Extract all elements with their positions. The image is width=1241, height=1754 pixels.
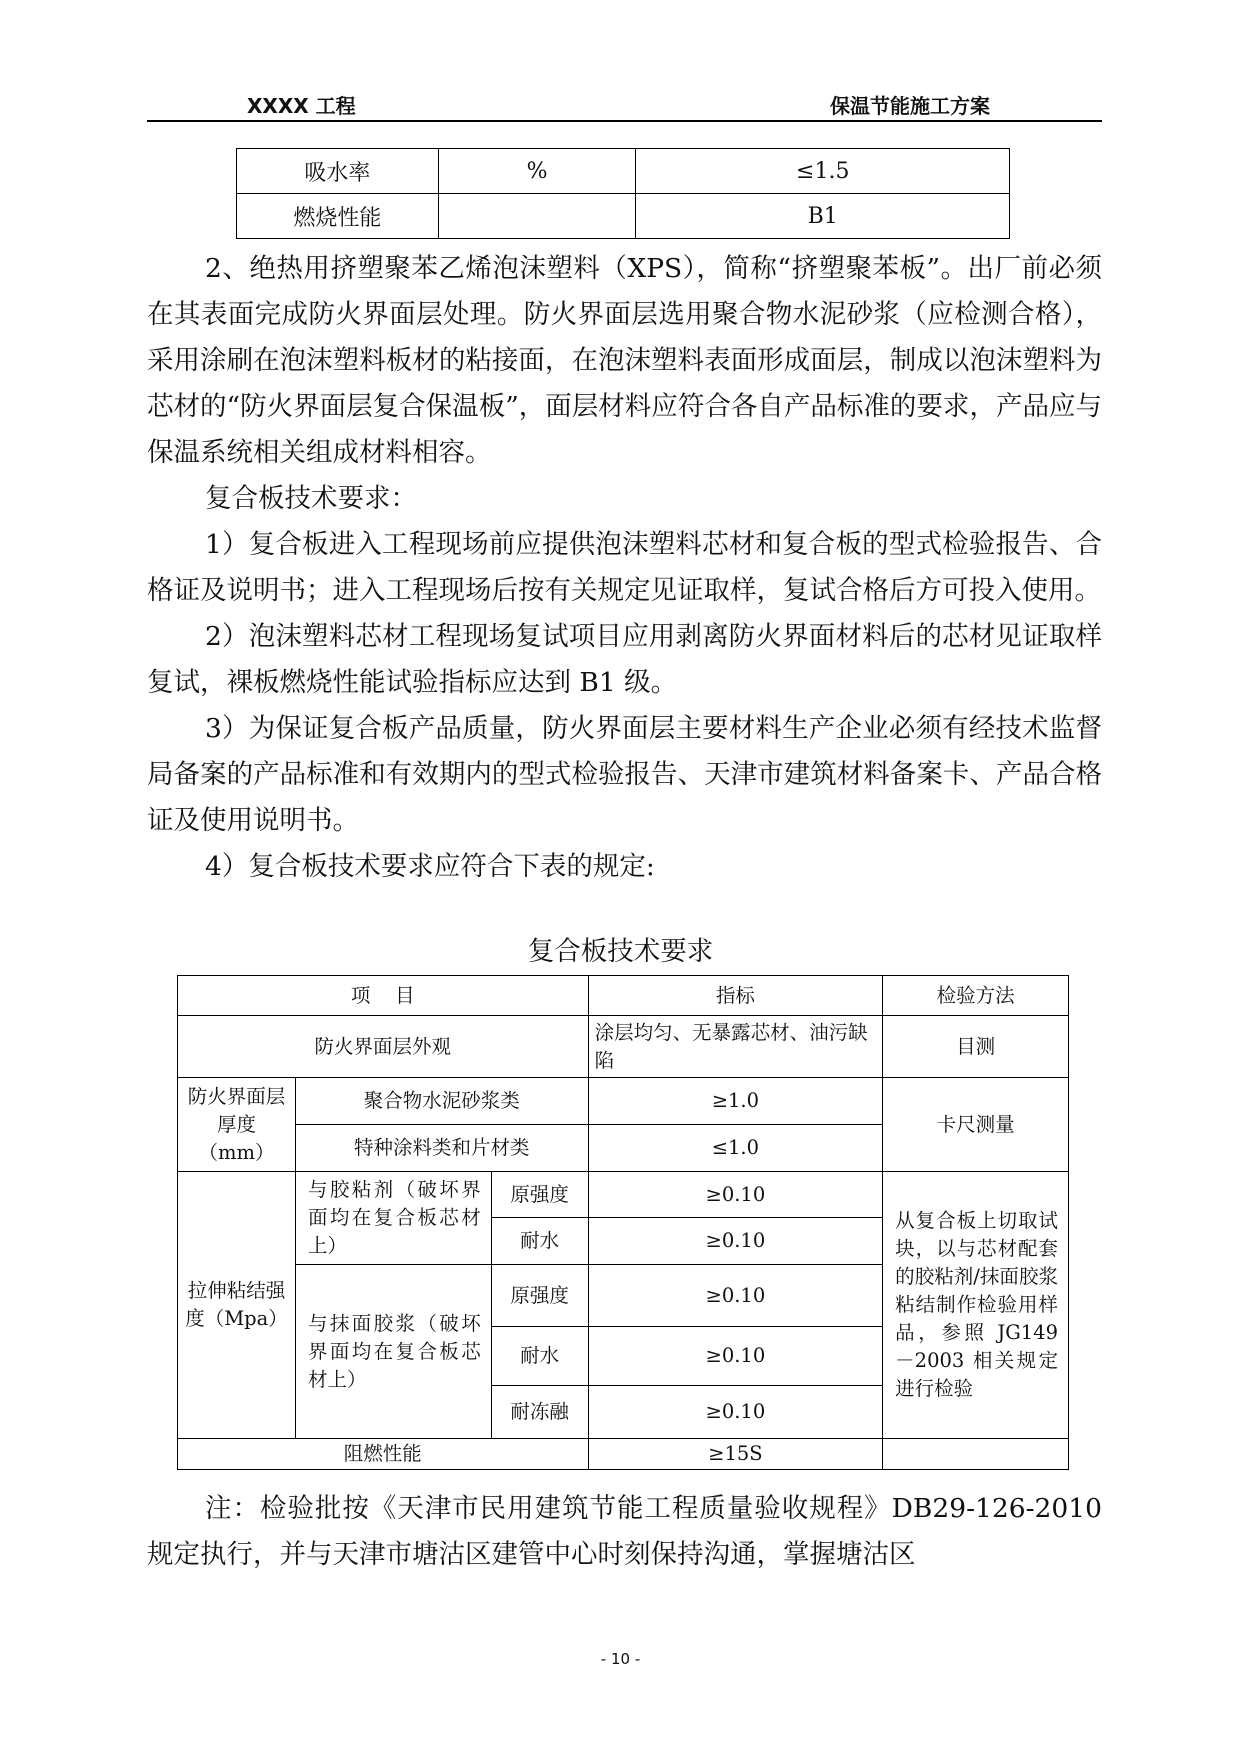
header-project: XXXX 工程	[247, 94, 356, 118]
tensile-cond: 耐水	[491, 1327, 588, 1386]
header-title: 保温节能施工方案	[830, 94, 990, 118]
table-cell: ≤1.5	[636, 149, 1010, 194]
thickness-method: 卡尺测量	[883, 1078, 1069, 1172]
tensile-value: ≥0.10	[588, 1218, 883, 1265]
table-row	[178, 1016, 1069, 1078]
paragraph: 1）复合板进入工程现场前应提供泡沫塑料芯材和复合板的型式检验报告、合格证及说明书；进入工程现场后按有关规定见证取样，复试合格后方可投入使用。	[147, 529, 1102, 606]
header-method: 检验方法	[883, 976, 1069, 1016]
flame-item: 阻燃性能	[178, 1439, 589, 1470]
tensile-cond: 耐水	[491, 1218, 588, 1265]
table-cell: B1	[636, 194, 1010, 239]
paragraph: 4）复合板技术要求应符合下表的规定:	[205, 851, 655, 882]
paragraph: 复合板技术要求：	[205, 483, 417, 514]
tensile-method: 从复合板上切取试块，以与芯材配套的胶粘剂/抹面胶浆粘结制作检验用样品，参照 JG149－2003 相关规定进行检验	[883, 1172, 1069, 1439]
tensile-group1: 与胶粘剂（破坏界面均在复合板芯材上）	[295, 1172, 491, 1265]
header-item: 项 目	[178, 976, 589, 1016]
table-row	[178, 1439, 1069, 1470]
tensile-cond: 耐冻融	[491, 1386, 588, 1439]
page-number: - 10 -	[600, 1650, 641, 1668]
note-block	[147, 1486, 1102, 1578]
table-row	[237, 194, 1010, 239]
table-properties	[236, 148, 1010, 239]
thickness-val2: ≤1.0	[588, 1125, 883, 1172]
thickness-label: 防火界面层厚度（mm）	[178, 1078, 296, 1172]
note-paragraph: 注：检验批按《天津市民用建筑节能工程质量验收规程》DB29-126-2010 规定执行，并与天津市塘沽区建管中心时刻保持沟通，掌握塘沽区	[147, 1493, 1102, 1570]
body-paragraphs	[147, 246, 1102, 890]
table-cell: 吸水率	[237, 149, 439, 194]
flame-method	[883, 1439, 1069, 1470]
tensile-value: ≥0.10	[588, 1172, 883, 1218]
paragraph: 2）泡沫塑料芯材工程现场复试项目应用剥离防火界面材料后的芯材见证取样复试，裸板燃烧性能试验指标应达到 B1 级。	[147, 621, 1102, 698]
tensile-value: ≥0.10	[588, 1386, 883, 1439]
thickness-val1: ≥1.0	[588, 1078, 883, 1125]
tensile-cond: 原强度	[491, 1172, 588, 1218]
paragraph: 3）为保证复合板产品质量，防火界面层主要材料生产企业必须有经技术监督局备案的产品标准和有效期内的型式检验报告、天津市建筑材料备案卡、产品合格证及使用说明书。	[147, 713, 1102, 836]
thickness-sub2: 特种涂料类和片材类	[295, 1125, 588, 1172]
tensile-label: 拉伸粘结强度（Mpa）	[178, 1172, 296, 1439]
table-cell: %	[438, 149, 636, 194]
paragraph: 2、绝热用挤塑聚苯乙烯泡沫塑料（XPS），简称“挤塑聚苯板”。出厂前必须在其表面完成防火界面层处理。防火界面层选用聚合物水泥砂浆（应检测合格），采用涂刷在泡沫塑料板材的粘接面，在泡沫塑料表面形成面层，制成以泡沫塑料为芯材的“防火界面层复合保温板”，面层材料应符合各自产品标准的要求，产品应与保温系统相关组成材料相容。	[147, 253, 1102, 468]
header-index: 指标	[588, 976, 883, 1016]
flame-index: ≥15S	[588, 1439, 883, 1470]
table-composite-board-requirements	[177, 975, 1069, 1470]
tensile-group2: 与抹面胶浆（破坏界面均在复合板芯材上）	[295, 1265, 491, 1439]
page-header	[147, 84, 1102, 122]
table-cell	[438, 194, 636, 239]
tensile-value: ≥0.10	[588, 1265, 883, 1327]
appearance-method: 目测	[883, 1016, 1069, 1078]
table-row	[178, 1078, 1069, 1125]
appearance-index: 涂层均匀、无暴露芯材、油污缺陷	[588, 1016, 883, 1078]
appearance-item: 防火界面层外观	[178, 1016, 589, 1078]
tensile-cond: 原强度	[491, 1265, 588, 1327]
thickness-sub1: 聚合物水泥砂浆类	[295, 1078, 588, 1125]
table-row	[178, 1172, 1069, 1218]
table-caption: 复合板技术要求	[527, 936, 714, 967]
table-row	[237, 149, 1010, 194]
tensile-value: ≥0.10	[588, 1327, 883, 1386]
table-cell: 燃烧性能	[237, 194, 439, 239]
table-row	[178, 976, 1069, 1016]
